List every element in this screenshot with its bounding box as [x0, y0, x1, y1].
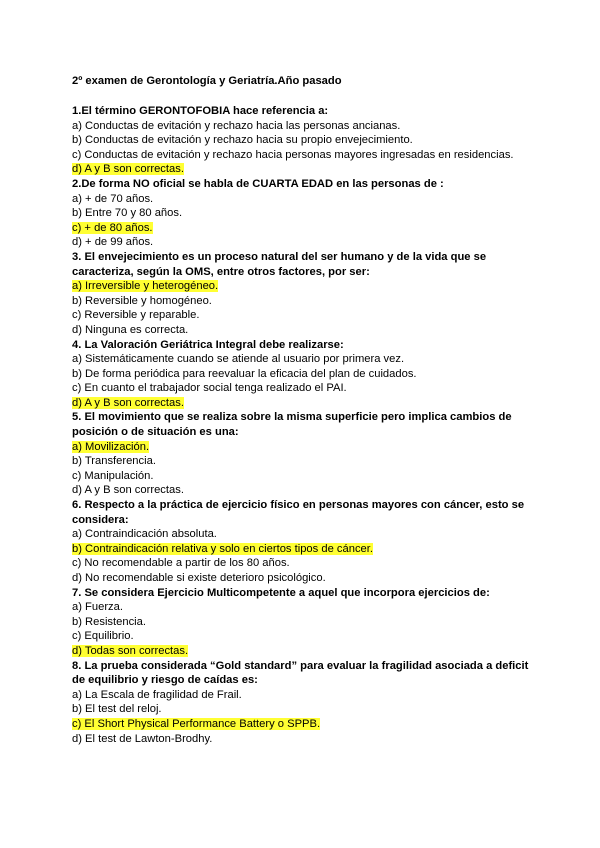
answer-option [72, 483, 532, 498]
answer-option [72, 235, 532, 250]
answer-text: b) De forma periódica para reevaluar la eficacia del plan de cuidados. [72, 367, 417, 380]
highlighted-answer-text: d) Todas son correctas. [72, 644, 189, 657]
answer-option [72, 469, 532, 484]
answer-text: b) Reversible y homogéneo. [72, 294, 212, 307]
question-list [72, 104, 532, 746]
answer-text: a) Sistemáticamente cuando se atiende al usuario por primera vez. [72, 353, 405, 366]
answer-option-correct [72, 162, 532, 177]
highlighted-answer-text: b) Contraindicación relativa y solo en ciertos tipos de cáncer. [72, 542, 373, 555]
answer-option [72, 323, 532, 338]
answer-option-correct [72, 542, 532, 557]
answer-option-correct [72, 717, 532, 732]
highlighted-answer-text: d) A y B son correctas. [72, 163, 184, 176]
answer-option-correct [72, 440, 532, 455]
answer-option [72, 571, 532, 586]
answer-text: d) A y B son correctas. [72, 484, 184, 497]
answer-text: a) Fuerza. [72, 601, 123, 614]
answer-option [72, 308, 532, 323]
answer-option [72, 702, 532, 717]
answer-text: c) Reversible y reparable. [72, 309, 200, 322]
answer-option [72, 732, 532, 747]
answer-text: d) No recomendable si existe deterioro psicológico. [72, 572, 326, 584]
answer-text: b) El test del reloj. [72, 703, 162, 716]
highlighted-answer-text: d) A y B son correctas. [72, 396, 184, 409]
question-text: 3. El envejecimiento es un proceso natural del ser humano y de la vida que se caracteriza, según la OMS, entre otros factores, por ser: [72, 250, 487, 278]
answer-text: a) Contraindicación absoluta. [72, 528, 217, 541]
answer-option [72, 352, 532, 367]
answer-option [72, 119, 532, 134]
answer-option-correct [72, 221, 532, 236]
document-title: 2º examen de Gerontología y Geriatría.Año pasado [72, 75, 342, 87]
highlighted-answer-text: a) Movilización. [72, 440, 150, 453]
question-block [72, 338, 532, 411]
answer-text: d) + de 99 años. [72, 236, 154, 249]
answer-text: a) + de 70 años. [72, 192, 154, 205]
answer-option [72, 294, 532, 309]
question-text: 4. La Valoración Geriátrica Integral debe realizarse: [72, 338, 344, 351]
answer-option [72, 381, 532, 396]
answer-option [72, 629, 532, 644]
question-block [72, 104, 532, 177]
answer-option-correct [72, 644, 532, 659]
question-block [72, 250, 532, 338]
question-text: 7. Se considera Ejercicio Multicompetente a aquel que incorpora ejercicios de: [72, 586, 490, 599]
answer-text: d) El test de Lawton-Brodhy. [72, 732, 213, 745]
answer-text: d) Ninguna es correcta. [72, 323, 189, 336]
answer-text: c) No recomendable a partir de los 80 años. [72, 557, 290, 570]
question-block [72, 659, 532, 747]
answer-option [72, 600, 532, 615]
highlighted-answer-text: c) El Short Physical Performance Battery o SPPB. [72, 717, 321, 730]
answer-option [72, 556, 532, 571]
answer-text: b) Entre 70 y 80 años. [72, 207, 183, 220]
answer-option [72, 367, 532, 382]
answer-text: b) Transferencia. [72, 455, 156, 468]
answer-option-correct [72, 396, 532, 411]
answer-text: c) En cuanto el trabajador social tenga realizado el PAI. [72, 382, 347, 395]
answer-text: a) Conductas de evitación y rechazo hacia las personas ancianas. [72, 119, 401, 132]
answer-option [72, 148, 532, 163]
highlighted-answer-text: a) Irreversible y heterogéneo. [72, 280, 219, 293]
answer-text: a) La Escala de fragilidad de Frail. [72, 688, 242, 701]
answer-text: c) Conductas de evitación y rechazo hacia personas mayores ingresadas en residencias. [72, 148, 514, 161]
answer-text: b) Conductas de evitación y rechazo hacia su propio envejecimiento. [72, 134, 413, 147]
answer-text: c) Equilibrio. [72, 630, 134, 643]
answer-option-correct [72, 279, 532, 294]
question-block [72, 586, 532, 659]
answer-option [72, 615, 532, 630]
answer-option [72, 688, 532, 703]
answer-option [72, 192, 532, 207]
answer-option [72, 454, 532, 469]
answer-text: c) Manipulación. [72, 469, 154, 482]
highlighted-answer-text: c) + de 80 años. [72, 221, 153, 234]
question-text: 8. La prueba considerada “Gold standard” para evaluar la fragilidad asociada a deficit de equilibrio y riesgo de caídas es: [72, 659, 529, 687]
question-text: 5. El movimiento que se realiza sobre la misma superficie pero implica cambios de posición o de situación es una: [72, 411, 512, 439]
question-text: 6. Respecto a la práctica de ejercicio físico en personas mayores con cáncer, esto se considera: [72, 499, 525, 526]
question-block [72, 410, 532, 498]
answer-option [72, 133, 532, 148]
answer-text: b) Resistencia. [72, 615, 146, 628]
question-block [72, 177, 532, 250]
answer-option [72, 527, 532, 542]
question-text: 1.El término GERONTOFOBIA hace referencia a: [72, 105, 329, 117]
question-block [72, 498, 532, 586]
answer-option [72, 206, 532, 221]
question-text: 2.De forma NO oficial se habla de CUARTA EDAD en las personas de : [72, 177, 444, 190]
